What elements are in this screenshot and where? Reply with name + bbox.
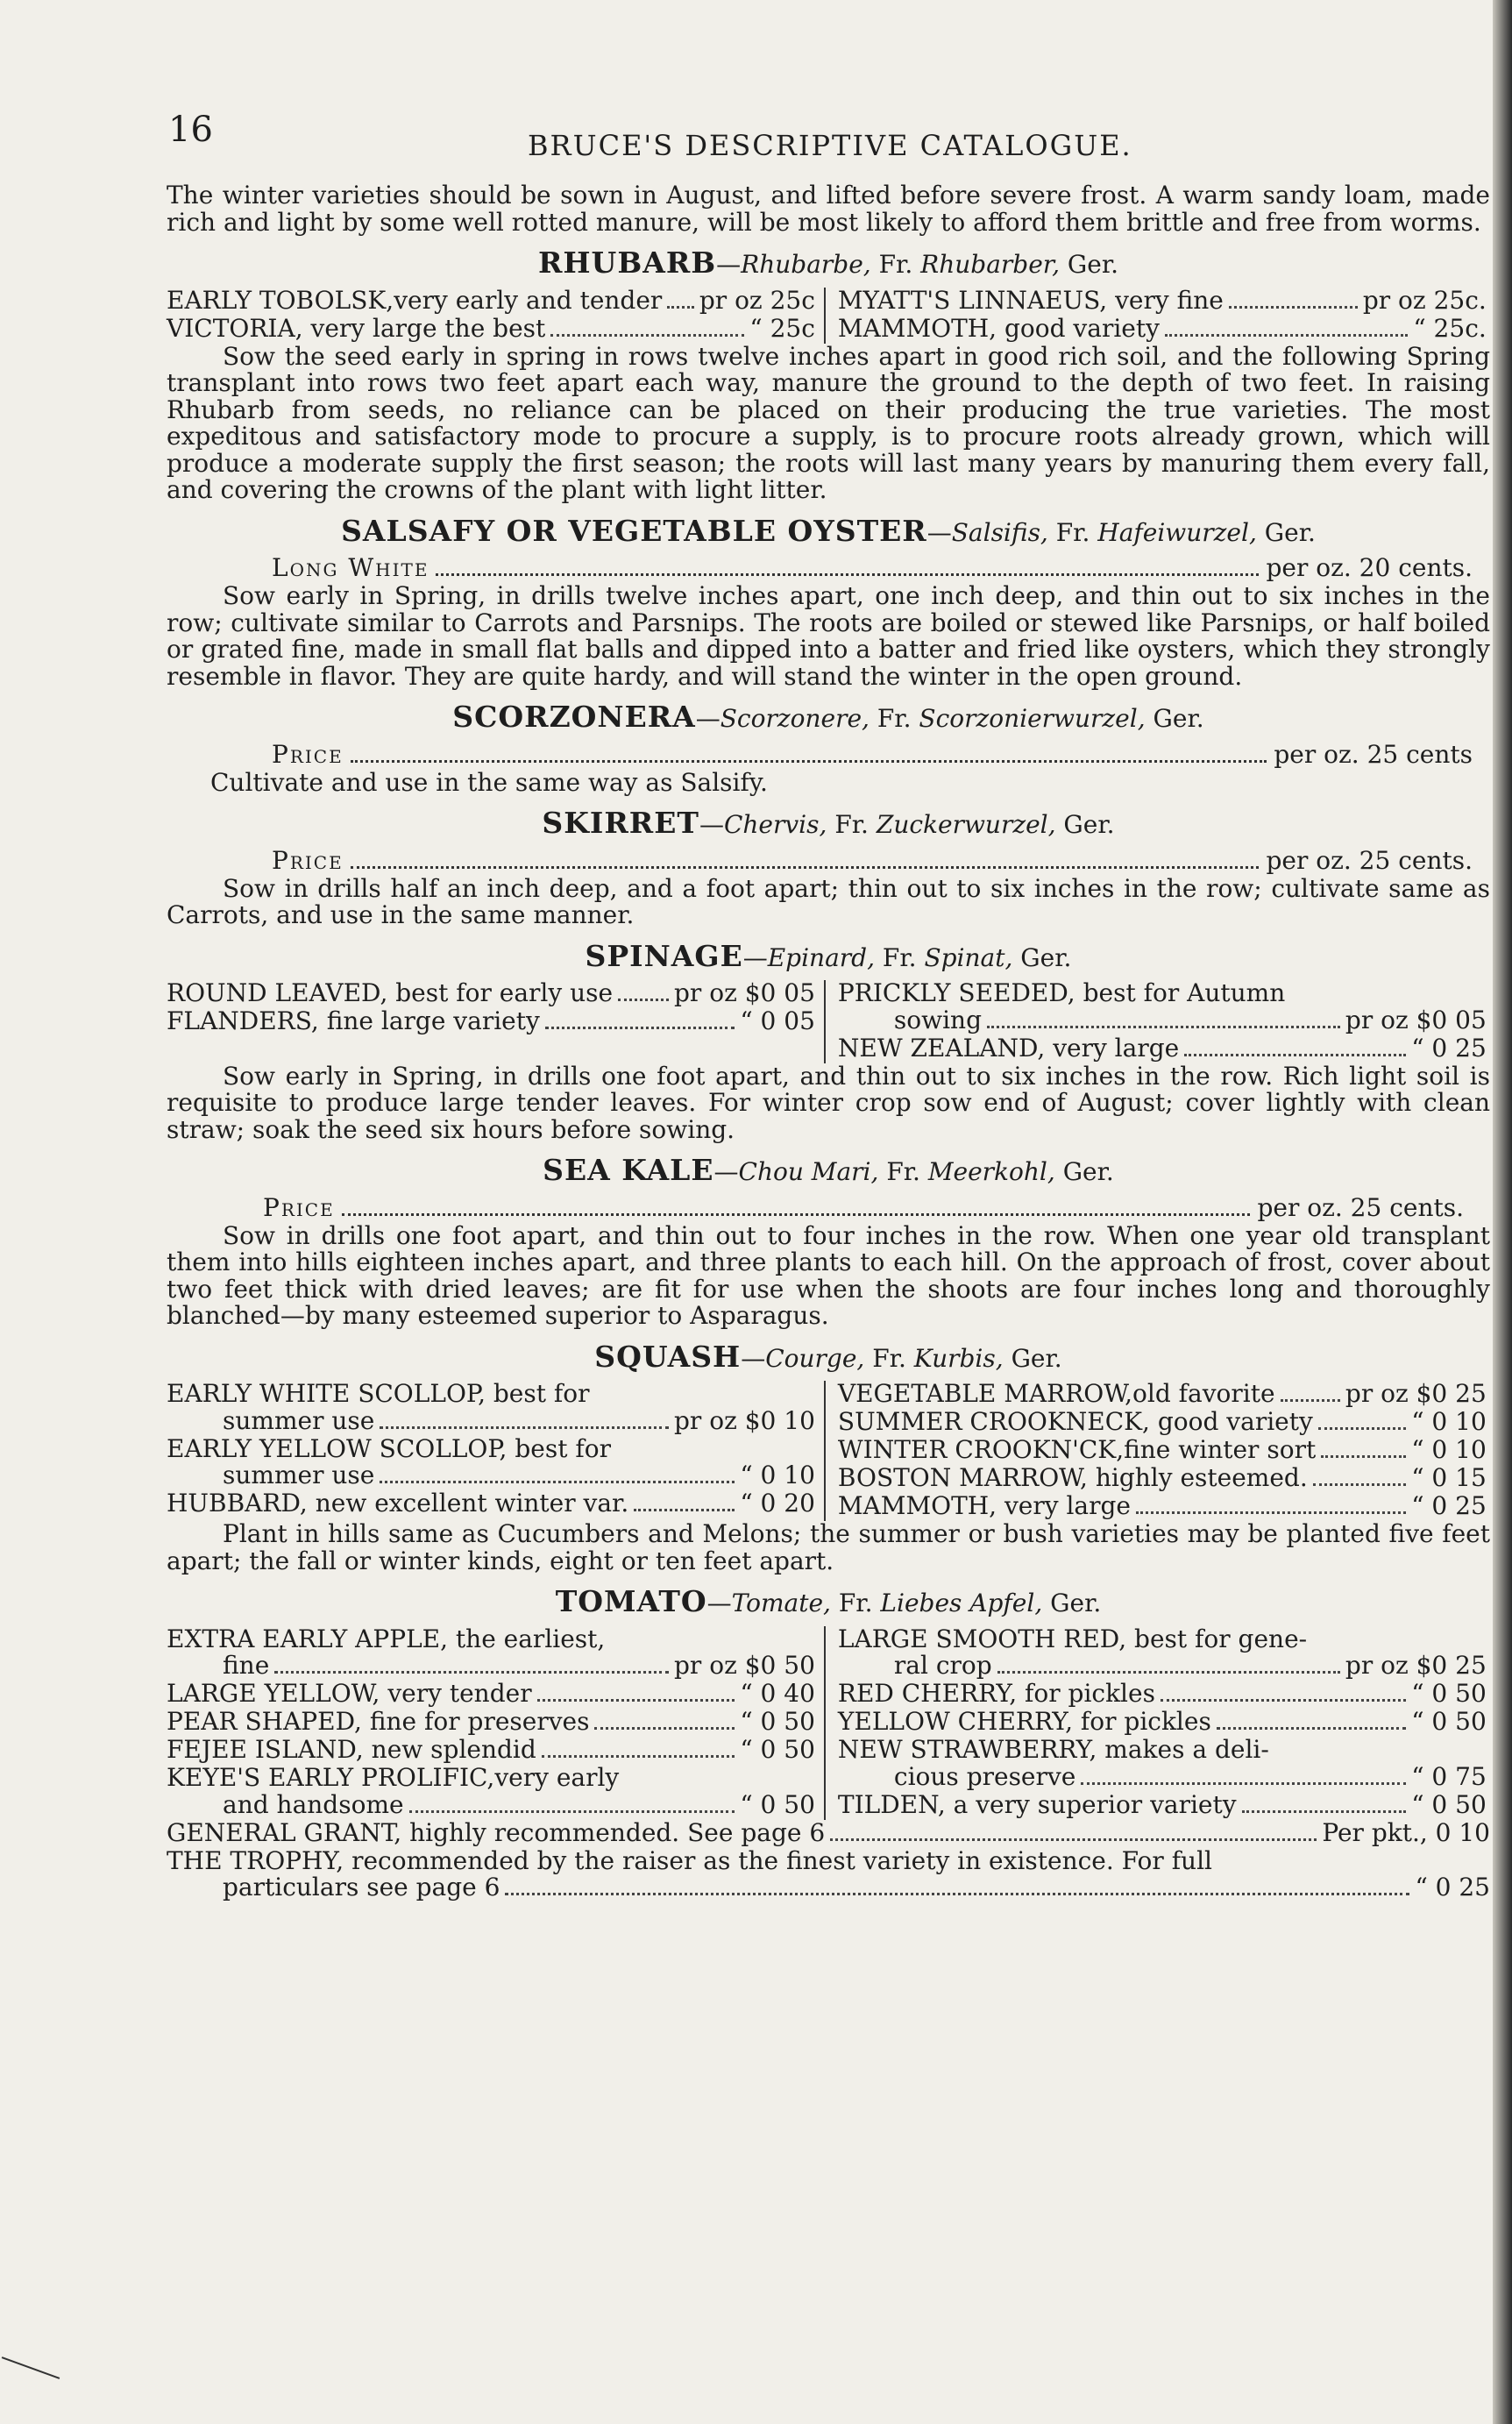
list-item-general-grant: GENERAL GRANT, highly recommended. See page 6 Per pkt., 0 10 (167, 1817, 1490, 1847)
variety-table (167, 980, 1490, 1063)
section-name: SPINAGE (585, 938, 743, 973)
price-line: Price per oz. 25 cents. (263, 1192, 1464, 1222)
variety-table (167, 285, 1490, 344)
section-heading: SALSAFY OR VEGETABLE OYSTER—Salsifis, Fr. Hafeiwurzel, Ger. (341, 513, 1316, 548)
page-number: 16 (168, 110, 213, 150)
list-item: LARGE YELLOW, very tender “ 0 40 (167, 1679, 815, 1708)
page-content (167, 182, 1490, 1902)
section-text: Sow the seed early in spring in rows twelve inches apart in good rich soil, and the following Spring transplant into rows two feet apart each way, manure the ground to the depth of two feet. In raising Rhubarb from seeds, no reliance can be placed on their producing the true varieties. The most expeditous and satisfactory mode to procure a supply, is to procure roots already grown, which will produce a moderate supply the first season; the roots will last many years by manuring them every fall, and covering the crowns of the plant with light litter. (167, 341, 1490, 504)
section-text: Sow in drills half an inch deep, and a foot apart; thin out to six inches in the row; cultivate same as Carrots, and use in the same manner. (167, 873, 1490, 929)
list-item-trophy: THE TROPHY, recommended by the raiser as the finest variety in existence. For full particulars see page 6 “ 0 25 (167, 1845, 1490, 1902)
section-text: Cultivate and use in the same way as Salsify. (210, 767, 768, 797)
list-item: SUMMER CROOKNECK, good variety “ 0 10 (837, 1407, 1487, 1436)
list-item: ral crop pr oz $0 25 (893, 1651, 1487, 1680)
list-item: MYATT'S LINNAEUS, very fine pr oz 25c. (837, 285, 1487, 315)
section-tomato (167, 1584, 1490, 1902)
section-heading: SKIRRET—Chervis, Fr. Zuckerwurzel, Ger. (542, 806, 1115, 840)
section-heading: SCORZONERA—Scorzonere, Fr. Scorzonierwurzel, Ger. (452, 700, 1204, 734)
page-edge-shadow (1493, 0, 1512, 2424)
section-heading: RHUBARB—Rhubarbe, Fr. Rhubarber, Ger. (537, 245, 1119, 280)
list-item: FLANDERS, fine large variety “ 0 05 (167, 1006, 815, 1035)
list-item-first-line: PRICKLY SEEDED, best for Autumn (837, 978, 1286, 1007)
section-heading: SEA KALE—Chou Mari, Fr. Meerkohl, Ger. (543, 1153, 1114, 1187)
list-item: FEJEE ISLAND, new splendid “ 0 50 (167, 1735, 815, 1764)
list-item: ROUND LEAVED, best for early use pr oz $0 05 (167, 978, 815, 1007)
section-name: TOMATO (555, 1584, 707, 1618)
price-line: Long White per oz. 20 cents. (272, 553, 1473, 582)
list-item: NEW ZEALAND, very large “ 0 25 (837, 1033, 1487, 1063)
list-item: EARLY TOBOLSK,very early and tender pr oz 25c (167, 285, 815, 315)
section-name: RHUBARB (537, 245, 717, 280)
section-skirret (167, 806, 1490, 929)
section-squash (167, 1339, 1490, 1575)
intro-paragraph: The winter varieties should be sown in August, and lifted before severe frost. A warm sandy loam, made rich and light by some well rotted manure, will be most likely to afford them brittle and free from worms. (167, 181, 1490, 237)
list-item-first-line: NEW STRAWBERRY, makes a deli- (837, 1735, 1269, 1764)
price-line: Price per oz. 25 cents (272, 739, 1473, 769)
list-item: PEAR SHAPED, fine for preserves “ 0 50 (167, 1707, 815, 1736)
section-salsafy (167, 513, 1490, 691)
section-name: SQUASH (594, 1339, 742, 1374)
page-header (168, 110, 1430, 171)
list-item-first-line: EARLY WHITE SCOLLOP, best for (167, 1379, 590, 1408)
section-text: Plant in hills same as Cucumbers and Melons; the summer or bush varieties may be planted five feet apart; the fall or winter kinds, eight or ten feet apart. (167, 1519, 1490, 1575)
running-title: BRUCE'S DESCRIPTIVE CATALOGUE. (528, 129, 1132, 162)
list-item: MAMMOTH, very large “ 0 25 (837, 1491, 1487, 1520)
list-item-first-line: EARLY YELLOW SCOLLOP, best for (167, 1433, 611, 1463)
list-item: WINTER CROOKN'CK,fine winter sort “ 0 10 (837, 1435, 1487, 1464)
list-item: summer use “ 0 10 (223, 1461, 815, 1489)
list-item-first-line: LARGE SMOOTH RED, best for gene- (837, 1624, 1308, 1653)
list-item: and handsome “ 0 50 (223, 1789, 815, 1819)
section-name: SKIRRET (542, 806, 699, 840)
section-name: SCORZONERA (452, 700, 696, 734)
list-item: VEGETABLE MARROW,old favorite pr oz $0 25 (837, 1379, 1487, 1408)
list-item: cious preserve “ 0 75 (893, 1761, 1487, 1791)
variety-table (167, 1381, 1490, 1521)
list-item-first-line: KEYE'S EARLY PROLIFIC,very early (167, 1763, 620, 1792)
list-item: summer use pr oz $0 10 (223, 1405, 815, 1435)
list-item: BOSTON MARROW, highly esteemed. “ 0 15 (837, 1463, 1487, 1492)
section-sea-kale (167, 1153, 1490, 1330)
section-text: Sow in drills one foot apart, and thin out to four inches in the row. When one year old transplant them into hills eighteen inches apart, and three plants to each hill. On the approach of frost, cover about two feet thick with dried leaves; are fit for use when the shoots are four inches long and thoroughly blanched—by many esteemed superior to Asparagus. (167, 1220, 1490, 1330)
list-item-first-line: EXTRA EARLY APPLE, the earliest, (167, 1624, 606, 1653)
variety-table (167, 1626, 1490, 1820)
section-heading: TOMATO—Tomate, Fr. Liebes Apfel, Ger. (555, 1584, 1102, 1618)
list-item: MAMMOTH, good variety “ 25c. (837, 313, 1487, 343)
list-item: HUBBARD, new excellent winter var. “ 0 20 (167, 1489, 815, 1518)
scan-mark (2, 2356, 60, 2379)
list-item: fine pr oz $0 50 (223, 1651, 815, 1680)
section-scorzonera (167, 700, 1490, 797)
section-heading: SPINAGE—Epinard, Fr. Spinat, Ger. (585, 938, 1072, 973)
section-spinage (167, 938, 1490, 1144)
list-item: YELLOW CHERRY, for pickles “ 0 50 (837, 1707, 1487, 1736)
price-line: Price per oz. 25 cents. (272, 845, 1473, 875)
list-item: VICTORIA, very large the best “ 25c (167, 313, 815, 343)
section-text: Sow early in Spring, in drills one foot apart, and thin out to six inches in the row. Rich light soil is requisite to produce large tender leaves. For winter crop sow end of August; cover lightly with clean straw; soak the seed six hours before sowing. (167, 1061, 1490, 1144)
section-rhubarb (167, 245, 1490, 504)
section-text: Sow early in Spring, in drills twelve inches apart, one inch deep, and thin out to six inches in the row; cultivate similar to Carrots and Parsnips. The roots are boiled or stewed like Parsnips, or half boiled or grated fine, made in small flat balls and dipped into a batter and fried like oysters, which they strongly resemble in flavor. They are quite hardy, and will stand the winter in the open ground. (167, 581, 1490, 691)
list-item: sowing pr oz $0 05 (893, 1005, 1487, 1034)
list-item: TILDEN, a very superior variety “ 0 50 (837, 1789, 1487, 1819)
section-heading: SQUASH—Courge, Fr. Kurbis, Ger. (594, 1339, 1062, 1374)
section-name: SALSAFY OR VEGETABLE OYSTER (341, 513, 927, 548)
section-name: SEA KALE (543, 1153, 714, 1187)
list-item: RED CHERRY, for pickles “ 0 50 (837, 1679, 1487, 1708)
